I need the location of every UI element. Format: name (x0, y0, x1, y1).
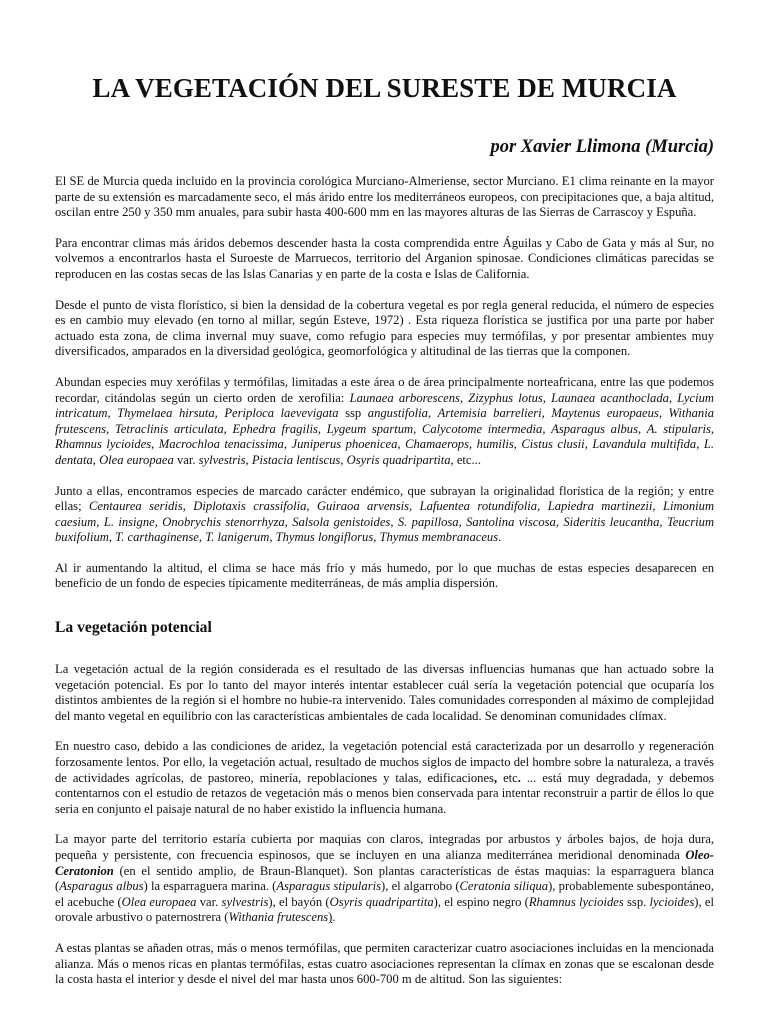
species-name: Asparagus albus (551, 421, 638, 436)
species-name: Limonium caesium (55, 499, 715, 529)
text: de pastoreo, minería, repoblaciones y talas, edificaciones (184, 770, 494, 785)
text: (en el sentido amplio, de Braun-Blanquet). Son plantas características de éstas maquias: la esparraguera blanca ( (55, 863, 714, 894)
text: El SE de Murcia queda incluido en la provincia corológica Murciano-Almeriense, sector Murciano. E1 clima reinante en la mayor parte de su extensión es marcadamente seco, el más árido entre los mediterráneos europeos, con precipitaciones que, a baja altitud, oscilan entre 250 y 350 mm anuales, para subir hasta 400-600 mm en las mayores alturas de las Sierras de Carrascoy y Espuña. (55, 174, 714, 220)
text: . (498, 530, 502, 545)
text: ssp. (623, 894, 650, 909)
text: , (668, 390, 678, 405)
species-name: Lycium intricatum (55, 390, 714, 421)
species-name: Launaea acanthoclada (551, 390, 669, 405)
text: , (513, 437, 522, 452)
species-name: Sideritis leucantha (563, 514, 660, 529)
text: , (340, 452, 347, 467)
paragraph-aridity (55, 739, 714, 817)
paragraph-xerophilous-species (55, 375, 714, 469)
species-name: Osyris quadripartita (329, 894, 434, 909)
text: , (652, 499, 663, 514)
species-name: Ephedra fragilis (232, 421, 318, 436)
text: La vegetación actual de la región considerada es el resultado de las diversas influencias humanas que han actuado sobre la vegetación potencial. Es por lo tanto del mayor interés intentar establecer cuál sería la vegetación potencial que ocuparía los distintos ambientes de la región si el hombre no hubie-ra intervenido. Tales comunidades corresponden al máximo de complejidad del manto vegetal en equilibrio con las características ambientales de cada localidad. Se denominan comunidades clímax. (55, 662, 714, 723)
paragraph-actual-vegetation (55, 662, 714, 724)
text: , (106, 421, 115, 436)
text: Al ir aumentando la altitud, el clima se hace más frío y más humedo, por lo que muchas de estas especies desaparecen en beneficio de un fondo de especies típicamente mediterráneas, de más amplia dispersión. (55, 560, 714, 591)
paragraph-altitude (55, 561, 714, 592)
text: , (696, 437, 704, 452)
species-name: S. papillosa (397, 514, 459, 529)
species-name: Asparagus albus (59, 879, 144, 894)
species-name: lycioides (649, 894, 695, 909)
text: La mayor parte del territorio estaría cubierta por maquias con claros, integradas por arbustos y árboles bajos, de hoja dura, pequeña y persistente, con frecuencia espinosos, que se incluyen en una alianza mediterránea meridional denominada (55, 832, 714, 862)
text: , (710, 421, 715, 436)
species-name: A. stipularis (646, 421, 711, 436)
species-name: Chamaerops, humilis (405, 437, 514, 452)
species-name: Onobrychis stenorrhyza (162, 514, 285, 529)
paragraph-floristic (55, 298, 714, 360)
text: var. (196, 894, 222, 909)
text: , (283, 437, 292, 452)
text: ), probablemente subespontáneo, el acebuche ( (55, 879, 714, 909)
species-name: Zizyphus lotus (468, 390, 543, 405)
section-heading: La vegetación potencial (55, 619, 212, 637)
text: , (397, 437, 406, 452)
paragraph-endemic-species (55, 484, 714, 546)
species-name: Lavandula multifida (592, 437, 697, 452)
species-name: Rhamnus lycioides (55, 437, 152, 452)
text: ) la esparraguera marina. ( (143, 879, 277, 894)
species-name: L. dentata (55, 437, 715, 467)
text: Abundan especies muy xerófilas y termófilas, limitadas a este área o de área principalmente norteafricana, entre las que podemos recordar, citándolas según un cierto orden de xerofilia: (55, 374, 714, 405)
text: ), el orovale arbustivo o paternostrera ( (55, 894, 714, 925)
text: , (182, 499, 194, 514)
species-name: Macrochloa tenacissima (158, 437, 284, 452)
species-name: Lapiedra martinezii (547, 499, 653, 514)
text: En nuestro caso, debido a las condiciones de aridez, la vegetación potencial está caracterizada por un desarrollo y regeneración forzosamente lentos. Por ello, la vegetación actual, resultado de muchos siglos de impacto del hombre sobre la naturaleza, a través de actividades agrícolas (55, 739, 714, 785)
text: , etc... (450, 452, 481, 467)
species-name: Launaea arborescens (349, 390, 460, 405)
text: , (223, 421, 233, 436)
text: etc (497, 770, 518, 785)
species-name: Ceratonia siliqua (459, 879, 549, 894)
text: , (284, 514, 293, 529)
species-name: Periploca laevevigata (224, 406, 339, 421)
text: , (245, 452, 252, 467)
species-name: T. lanigerum (205, 530, 270, 545)
species-name: Thymus membranaceus (379, 530, 499, 545)
text: , (659, 514, 667, 529)
species-name: Santolina viscosa (466, 514, 556, 529)
paragraph-associations (55, 941, 714, 988)
species-name: Calycotome intermedia (421, 421, 543, 436)
author-line: por Xavier Llimona (Murcia) (490, 137, 714, 157)
species-name: sylvestris (198, 452, 246, 467)
text: , (555, 514, 564, 529)
text: , (198, 530, 206, 545)
species-name: T. carthaginense (115, 530, 199, 545)
species-name: Tetraclinis articulata (114, 421, 224, 436)
text: , (427, 406, 438, 421)
text: , (537, 499, 548, 514)
species-name: angustifolia (367, 406, 428, 421)
species-name: L. insigne (103, 514, 155, 529)
species-name: Withania frutescens (55, 406, 715, 436)
species-name: Centaurea seridis (89, 499, 183, 514)
text: ... está muy degradada, y debemos contentarnos con el estudio de retazos de vegetación más o menos bien conservada para intentar reconstruir a partir de éllos lo que seria en conjunto el paisaje natural de no haber existido la influencia humana. (55, 770, 714, 816)
text: ), el espino negro ( (433, 894, 529, 909)
text: , (409, 499, 420, 514)
text: , (658, 406, 669, 421)
species-name: Guiraoa arvensis (316, 499, 410, 514)
species-name: Rhamnus lycioides (528, 894, 624, 909)
text: ), el bayón ( (268, 894, 330, 909)
text: , (413, 421, 422, 436)
text: , (541, 406, 552, 421)
species-name: Thymelaea hirsuta (117, 406, 215, 421)
text: , (542, 421, 552, 436)
underlined-text: , (180, 770, 185, 785)
species-name: Artemisia barrelieri (437, 406, 542, 421)
text: Para encontrar climas más áridos debemos descender hasta la costa comprendida entre Águilas y Cabo de Gata y más al Sur, no volvemos a encontrarlos hasta el Suroeste de Marruecos, territorio del Arganion spinosae. Condiciones climáticas parecidas se reproducen en las costas secas de las Islas Canarias y en parte de la costa e Islas de California. (55, 235, 714, 281)
underlined-text: ) (328, 910, 333, 925)
paragraph-intro (55, 174, 714, 221)
text: , (108, 530, 116, 545)
species-name: Cistus clusii (521, 437, 585, 452)
text: , (584, 437, 593, 452)
species-name: Lafuentea rotundifolia (419, 499, 538, 514)
species-name: Osyris quadripartita (346, 452, 451, 467)
alliance-name-italic: Oleo-Ceratonion (55, 848, 714, 878)
species-name: Lygeum spartum (326, 421, 414, 436)
paragraph-maquias (55, 832, 714, 926)
species-name: Pistacia lentiscus (251, 452, 341, 467)
text: , (151, 437, 159, 452)
text: ssp (338, 406, 368, 421)
species-name: Juniperus phoenicea (291, 437, 398, 452)
text: , (107, 406, 118, 421)
text: , (390, 514, 398, 529)
paragraph-arid-climates (55, 236, 714, 283)
species-name: Teucrium buxifolium (55, 514, 715, 545)
text: , (92, 452, 100, 467)
species-name: Asparagus stipularis (276, 879, 382, 894)
text: , (154, 514, 163, 529)
text: var. (173, 452, 199, 467)
species-name: Withania frutescens (228, 910, 329, 925)
document-title: LA VEGETACIÓN DEL SURESTE DE MURCIA (92, 73, 677, 103)
species-name: Olea europaea (121, 894, 197, 909)
species-name: Diplotaxis crassifolia (193, 499, 307, 514)
species-name: Maytenus europaeus (551, 406, 659, 421)
text: . (332, 910, 336, 925)
text: , (214, 406, 225, 421)
text: , (269, 530, 276, 545)
text: , (459, 390, 469, 405)
text: Desde el punto de vista florístico, si bien la densidad de la cobertura vegetal es por regla general reducida, el número de especies es en cambio muy elevado (en torno al millar, según Esteve, 1972) . Esta riqueza florística se justifica por una parte por haber actuado esta zona, de clima invernal muy suave, como refugio para especies muy termófilas, y por presentar ambientes muy diversificados, amparados en la diversidad geológica, geomorfológica y altitudinal de las tierras que la componen. (55, 297, 714, 359)
text: , (637, 421, 647, 436)
species-name: Olea europaea (99, 452, 174, 467)
text: , (542, 390, 552, 405)
text: ), el algarrobo ( (381, 879, 460, 894)
bold-text: . (517, 770, 521, 785)
text: Junto a ellas, encontramos especies de marcado carácter endémico, que subrayan la originalidad florística de la región; y entre ellas; (55, 483, 714, 514)
species-name: Thymus longiflorus (275, 530, 374, 545)
text: , (317, 421, 327, 436)
species-name: sylvestris (221, 894, 269, 909)
text: A estas plantas se añaden otras, más o menos termófilas, que permiten caracterizar cuatro asociaciones incluidas en la mencionada alianza. Más o menos ricas en plantas termófilas, estas cuatro asociaciones representan la clímax en zonas que se escalonan desde la costa hasta el interior y desde el nivel del mar hasta unos 600-700 m de altitud. Son las siguientes: (55, 940, 714, 987)
bold-text: , (493, 770, 498, 785)
text: , (373, 530, 380, 545)
species-name: Salsola genistoides (292, 514, 391, 529)
text: , (96, 514, 104, 529)
text: , (458, 514, 467, 529)
text: , (306, 499, 317, 514)
